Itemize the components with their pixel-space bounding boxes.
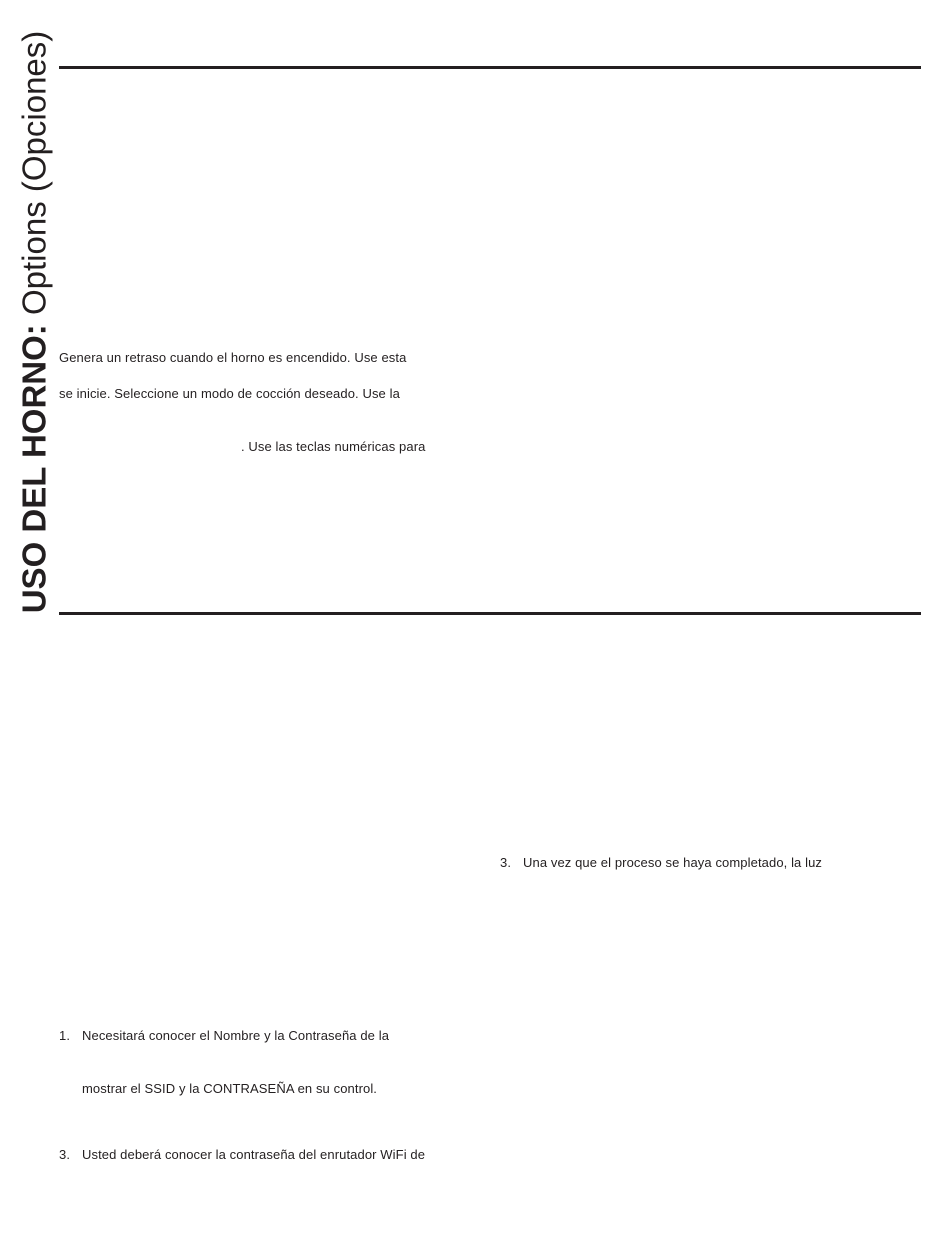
step-number: 3.	[59, 1147, 71, 1162]
middle-divider	[59, 612, 921, 615]
step-number: 1.	[59, 1028, 71, 1043]
section-title-bold: USO DEL HORNO:	[15, 324, 53, 614]
step-number: 3.	[500, 855, 512, 870]
step-text: Una vez que el proceso se haya completado, la luz	[523, 855, 823, 870]
wifi-step-continuation	[59, 1081, 377, 1097]
section-title-light: Options (Opciones)	[15, 30, 53, 325]
delay-start-line-2: se inicie. Seleccione un modo de cocción deseado. Use la	[59, 386, 400, 401]
step-text: Usted deberá conocer la contraseña del enrutador WiFi de	[82, 1147, 426, 1162]
top-divider	[59, 66, 921, 69]
wifi-step-1	[59, 1028, 389, 1044]
step-text: mostrar el SSID y la CONTRASEÑA en su control.	[82, 1081, 378, 1096]
delay-start-line-3: . Use las teclas numéricas para	[241, 439, 426, 454]
step-text: Necesitará conocer el Nombre y la Contraseña de la	[82, 1028, 390, 1043]
wifi-step-3-left	[59, 1147, 425, 1163]
delay-start-line-1: Genera un retraso cuando el horno es encendido. Use esta	[59, 350, 407, 365]
wifi-step-3-right	[500, 855, 822, 871]
section-title	[15, 30, 53, 614]
